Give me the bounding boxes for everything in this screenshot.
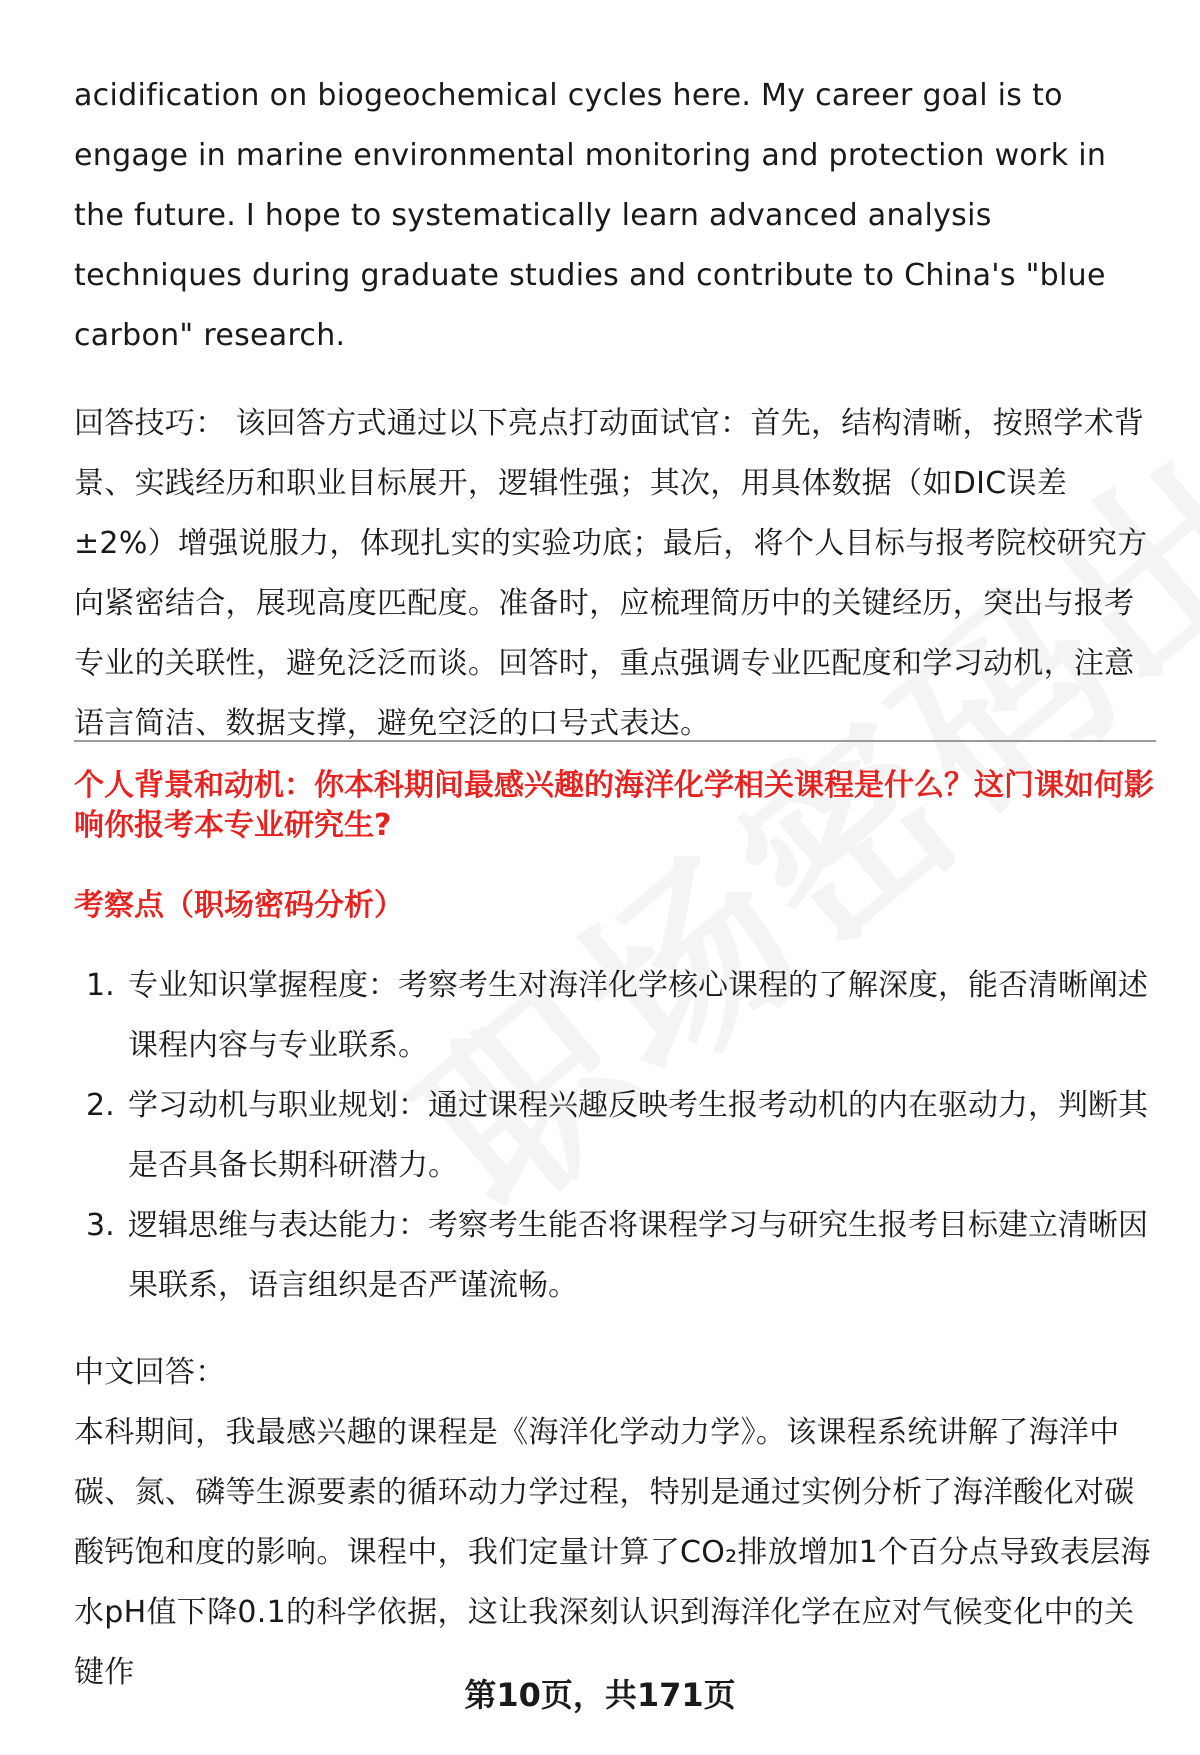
assessment-heading: 考察点（职场密码分析） [74,888,404,923]
list-number: 2. [86,1088,115,1123]
tips-paragraph: 回答技巧： 该回答方式通过以下亮点打动面试官：首先，结构清晰，按照学术背景、实践经历和职业目标展开，逻辑性强；其次，用具体数据（如DIC误差±2%）增强说服力，体现扎实的实验功底；最后，将个人目标与报考院校研究方向紧密结合，展现高度匹配度。准备时，应梳理简历中的关键经历，突出与报考专业的关联性，避免泛泛而谈。回答时，重点强调专业匹配度和学习动机，注意语言简洁、数据支撑，避免空泛的口号式表达。 [74,406,1148,741]
question-title: 个人背景和动机：你本科期间最感兴趣的海洋化学相关课程是什么？这门课如何影响你报考本专业研究生? [74,768,1154,843]
list-item [74,1196,1154,1316]
section-divider [74,740,1156,742]
answer-section [74,1343,1154,1703]
list-number: 1. [86,968,115,1003]
list-item-text: 专业知识掌握程度：考察考生对海洋化学核心课程的了解深度，能否清晰阐述课程内容与专业联系。 [128,968,1148,1063]
list-item [74,1076,1154,1196]
page-body [74,66,1154,754]
list-number: 3. [86,1208,115,1243]
list-item [74,956,1154,1076]
list-item-text: 逻辑思维与表达能力：考察考生能否将课程学习与研究生报考目标建立清晰因果联系，语言组织是否严谨流畅。 [128,1208,1148,1303]
top-paragraph: acidification on biogeochemical cycles here. My career goal is to engage in marine environmental monitoring and protection work in the future. I hope to systematically learn advanced analysis techniques during graduate studies and contribute to China's "blue carbon" research. [74,78,1107,353]
page-footer: 第10页，共171页 [464,1676,736,1714]
list-item-text: 学习动机与职业规划：通过课程兴趣反映考生报考动机的内在驱动力，判断其是否具备长期科研潜力。 [128,1088,1148,1183]
assessment-points-list [74,956,1154,1316]
answer-label: 中文回答： [74,1355,226,1390]
answer-body: 本科期间，我最感兴趣的课程是《海洋化学动力学》。该课程系统讲解了海洋中碳、氮、磷等生源要素的循环动力学过程，特别是通过实例分析了海洋酸化对碳酸钙饱和度的影响。课程中，我们定量计算了CO₂排放增加1个百分点导致表层海水pH值下降0.1的科学依据，这让我深刻认识到海洋化学在应对气候变化中的关键作 [74,1415,1151,1690]
